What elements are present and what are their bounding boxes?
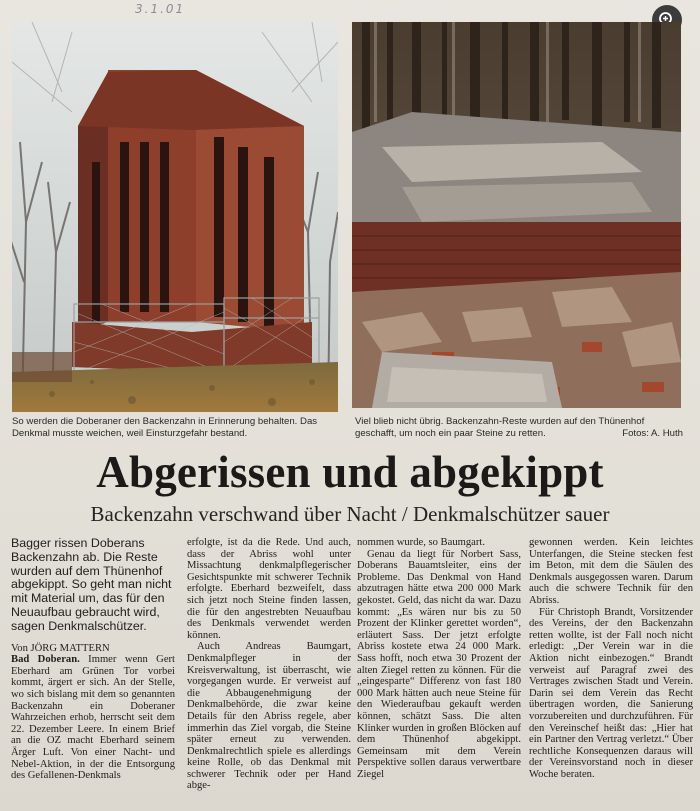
article-paragraph: gewonnen werden. Kein leichtes Unterfangen, die Steine stecken fest im Beton, mit dem die Säulen des Denkmals ausgegossen waren. Darum auch die schwere Technik für den Abriss. — [529, 537, 693, 606]
headline: Abgerissen und abgekippt — [96, 447, 604, 497]
dateline: Bad Doberan. — [11, 654, 80, 666]
article-column-2 — [187, 537, 351, 792]
subheadline: Backenzahn verschwand über Nacht / Denkmalschützer sauer — [90, 502, 610, 526]
caption-right-text: Viel blieb nicht übrig. Backenzahn-Reste wurden auf den Thünenhof geschafft, um noch ein paar Steine zu retten. — [355, 416, 645, 439]
article-paragraph — [11, 654, 175, 782]
article-paragraph: nommen wurde, so Baumgart. — [357, 537, 485, 548]
article-column-1 — [11, 537, 175, 782]
author-byline: Von JÖRG MATTERN — [11, 642, 110, 654]
article-paragraph: Für Christoph Brandt, Vorsitzender des Vereins, der den Backenzahn retten wollte, ist der Fall noch nicht erledigt: „Der Verein war in die Aktion nicht einbezogen.“ Brandt verweist auf Paragraf zwei des Vertrages zwischen Stadt und Verein. Darin sei dem Verein das Recht übertragen worden, die Sanierung vorzubereiten und durchzuführen. Für den Vereinschef heißt das: „Hier hat ein Partner den Vertrag verletzt.“ Über rechtliche Konsequenzen daraus will der Vereinsvorstand noch in dieser Woche beraten. — [529, 606, 693, 780]
article-column-4 — [529, 537, 693, 780]
article-paragraph: Genau da liegt für Norbert Sass, Doberans Bauamtsleiter, eins der Probleme. Das Denkmal von Hand abzutragen hätte etwa 200 000 Mark gekostet. Geld, das nicht da war. Dazu kommt: „Es wären nur bis zu 50 Prozent der Klinker gerettet worden“, erläutert Sass. Der jetzt erfolgte Abriss kostete etwa 24 000 Mark. Sass hofft, noch etwa 30 Prozent der alten Ziegel retten zu können. Für die „eingesparte“ Differenz von fast 180 000 Mark hätten auch neue Steine für den Wiederaufbau gekauft werden können, schätzt Sass. Die alten Klinker wurden in großen Blöcken auf dem Thünenhof abgekippt. Gemeinsam mit dem Verein Perspektive sollen daraus verwertbare Ziegel — [357, 548, 521, 780]
photo-monument-tower — [12, 22, 338, 412]
photo-credit: Fotos: A. Huth — [622, 427, 683, 439]
article-paragraph: Auch Andreas Baumgart, Denkmalpfleger in der Kreisverwaltung, ist überrascht, wie vorgegangen wurde. Er verweist auf die Abbaugenehmigung der Denkmalbehörde, die zwar keine Details für den Abriss regele, aber immerhin das Ziel vorgab, die Steine später erneut zu verwenden. Denkmalrechtlich spiele es allerdings keine Rolle, ob das Denkmal mit schwerer Technik oder per Hand abge- — [187, 641, 351, 792]
article-paragraph: erfolgte, ist da die Rede. Und auch, dass der Abriss wohl unter Missachtung denkmalpflegerischer Gesichtspunkte mit schwerer Technik erfolgte. Eberhard bezweifelt, dass sich jetzt noch Steine finden lassen, die für den angestrebten Neuaufbau des Denkmals verwendet werden können. — [187, 537, 351, 641]
col1-body: Immer wenn Gert Eberhard am Grünen Tor vorbei kommt, ärgert er sich. An der Stelle, wo sich bislang mit dem so genannten Backenzahn ein Doberaner Wahrzeichen erhob, herrscht seit dem 22. Dezember Leere. In einem Brief an die OZ macht Eberhard seinem Ärger Luft. Von einer Nacht- und Nebel-Aktion, in der die Entsorgung des Gefallenen-Denkmals — [11, 654, 175, 782]
caption-left: So werden die Doberaner den Backenzahn in Erinnerung behalten. Das Denkmal musste weichen, weil Einsturzgefahr bestand. — [12, 416, 318, 439]
article-column-3 — [357, 537, 521, 780]
article-lead: Bagger rissen Doberans Backenzahn ab. Die Reste wurden auf dem Thünenhof abgekippt. So geht man nicht mit Material um, das für den Neuaufbau gebraucht wird, sagen Denkmalschützer. — [11, 536, 172, 633]
photo-rubble — [352, 22, 681, 408]
handwritten-date: 3.1.01 — [135, 2, 186, 16]
caption-right — [355, 416, 683, 439]
